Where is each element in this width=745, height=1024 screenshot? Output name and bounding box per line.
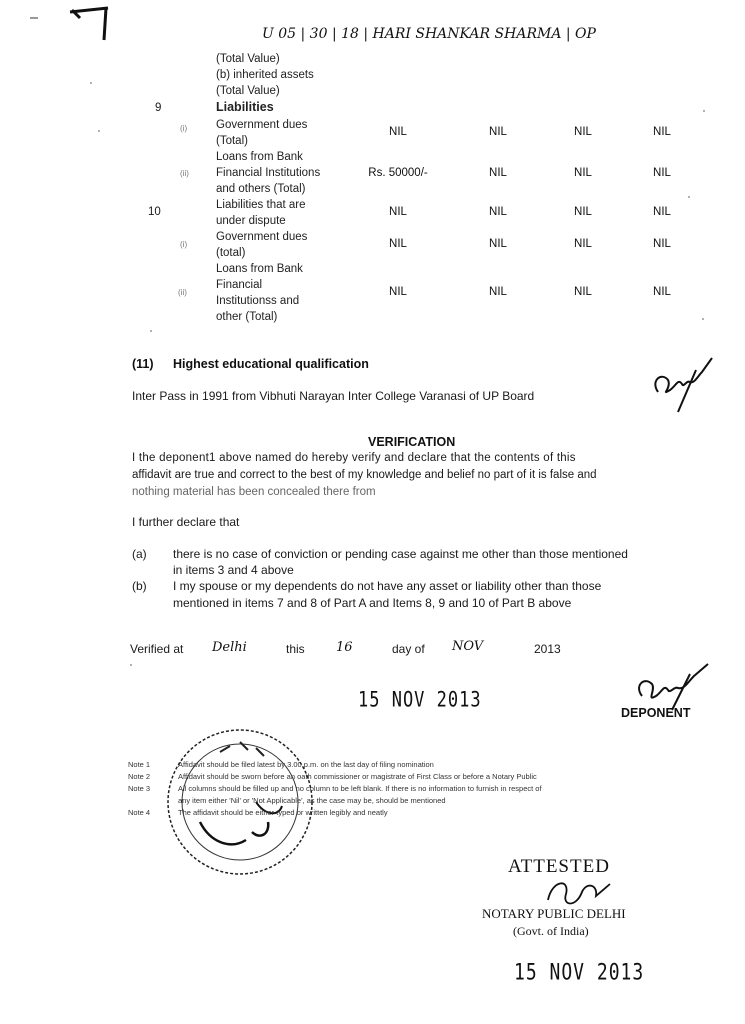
- note-text: All columns should be filled up and no column to be left blank. If there is no information to furnish in respect of: [178, 784, 542, 793]
- table-cell: NIL: [489, 238, 507, 250]
- note-text: The affidavit should be either typed or written legibly and neatly: [178, 808, 388, 817]
- verification-para-line: nothing material has been concealed there from: [132, 486, 376, 498]
- row-serial: 10: [148, 206, 161, 218]
- item-line: there is no case of conviction or pending case against me other than those mentioned: [173, 547, 628, 561]
- verified-at-label: Verified at: [130, 642, 184, 656]
- corner-ink-mark: [0, 0, 120, 60]
- row-label: Institutionss and: [216, 295, 300, 307]
- item-label: (b): [132, 579, 147, 593]
- row-sub-label: (i): [180, 240, 188, 249]
- table-cell: NIL: [389, 238, 407, 250]
- row-label: Financial: [216, 279, 263, 291]
- row-label: Financial Institutions: [216, 167, 321, 179]
- note-label: Note 4: [128, 808, 151, 817]
- row-label: Liabilities: [216, 100, 274, 114]
- verification-para-line: affidavit are true and correct to the best of my knowledge and belief no part of it is false and: [132, 469, 597, 481]
- verified-month: NOV: [452, 639, 484, 654]
- row-label: and others (Total): [216, 183, 306, 195]
- deponent-label: DEPONENT: [621, 706, 691, 720]
- row-label: under dispute: [216, 215, 286, 227]
- table-cell: NIL: [389, 126, 407, 138]
- table-cell: NIL: [653, 167, 671, 179]
- row-label: Government dues: [216, 119, 308, 131]
- verification-para-line: I the deponent1 above named do hereby verify and declare that the contents of this: [132, 452, 576, 464]
- verification-title: VERIFICATION: [368, 435, 456, 449]
- item-line: mentioned in items 7 and 8 of Part A and Items 8, 9 and 10 of Part B above: [173, 596, 572, 610]
- education-text: Inter Pass in 1991 from Vibhuti Narayan Inter College Varanasi of UP Board: [132, 389, 535, 403]
- table-cell: NIL: [489, 206, 507, 218]
- row-label: (Total): [216, 135, 248, 147]
- handwritten-reference: U 05 | 30 | 18 | HARI SHANKAR SHARMA | OP: [262, 26, 596, 42]
- verified-day: 16: [336, 640, 353, 655]
- table-cell: NIL: [489, 286, 507, 298]
- row-label: Loans from Bank: [216, 263, 303, 275]
- row-label: other (Total): [216, 311, 278, 323]
- date-stamp: 15 NOV 2013: [358, 687, 482, 713]
- govt-label: (Govt. of India): [513, 924, 589, 938]
- table-cell: NIL: [574, 286, 592, 298]
- row-label: Government dues: [216, 231, 308, 243]
- further-declare: I further declare that: [132, 515, 240, 529]
- signature-mark: [640, 350, 720, 420]
- row-serial: 9: [155, 102, 162, 114]
- item-line: I my spouse or my dependents do not have any asset or liability other than those: [173, 579, 602, 593]
- note-label: Note 3: [128, 784, 151, 793]
- this-label: this: [286, 642, 305, 656]
- item-label: (a): [132, 547, 147, 561]
- row-sub-label: (ii): [180, 169, 189, 178]
- table-cell: NIL: [653, 126, 671, 138]
- table-cell: NIL: [574, 206, 592, 218]
- table-top-line: (Total Value): [216, 85, 280, 97]
- table-top-line: (b) inherited assets: [216, 69, 314, 81]
- row-sub-label: (i): [180, 124, 188, 133]
- education-number: (11): [132, 357, 154, 371]
- row-label: Loans from Bank: [216, 151, 303, 163]
- item-line: in items 3 and 4 above: [173, 563, 294, 577]
- row-sub-label: (ii): [178, 288, 187, 297]
- table-cell: Rs. 50000/-: [368, 167, 428, 179]
- table-cell: NIL: [489, 126, 507, 138]
- table-cell: NIL: [574, 167, 592, 179]
- row-label: Liabilities that are: [216, 199, 306, 211]
- table-cell: NIL: [489, 167, 507, 179]
- note-label: Note 1: [128, 760, 151, 769]
- table-cell: NIL: [389, 286, 407, 298]
- notary-label: NOTARY PUBLIC DELHI: [482, 906, 626, 921]
- note-text: Affidavit should be sworn before an oath commissioner or magistrate of First Class or before a Notary Public: [178, 772, 537, 781]
- verified-place: Delhi: [212, 640, 247, 655]
- day-of-label: day of: [392, 642, 425, 656]
- table-cell: NIL: [574, 126, 592, 138]
- note-text: any item either 'Nil' or 'Not Applicable', as the case may be, should be mentioned: [178, 796, 446, 805]
- row-label: (total): [216, 247, 246, 259]
- table-cell: NIL: [653, 286, 671, 298]
- note-label: Note 2: [128, 772, 151, 781]
- education-heading: Highest educational qualification: [173, 357, 369, 371]
- verified-year: 2013: [534, 642, 561, 656]
- table-cell: NIL: [389, 206, 407, 218]
- table-cell: NIL: [574, 238, 592, 250]
- attested-label: ATTESTED: [508, 856, 610, 877]
- attest-date-stamp: 15 NOV 2013: [514, 959, 645, 986]
- table-top-line: (Total Value): [216, 53, 280, 65]
- table-cell: NIL: [653, 206, 671, 218]
- table-cell: NIL: [653, 238, 671, 250]
- note-text: Affidavit should be filed latest by 3.00 p.m. on the last day of filing nomination: [178, 760, 434, 769]
